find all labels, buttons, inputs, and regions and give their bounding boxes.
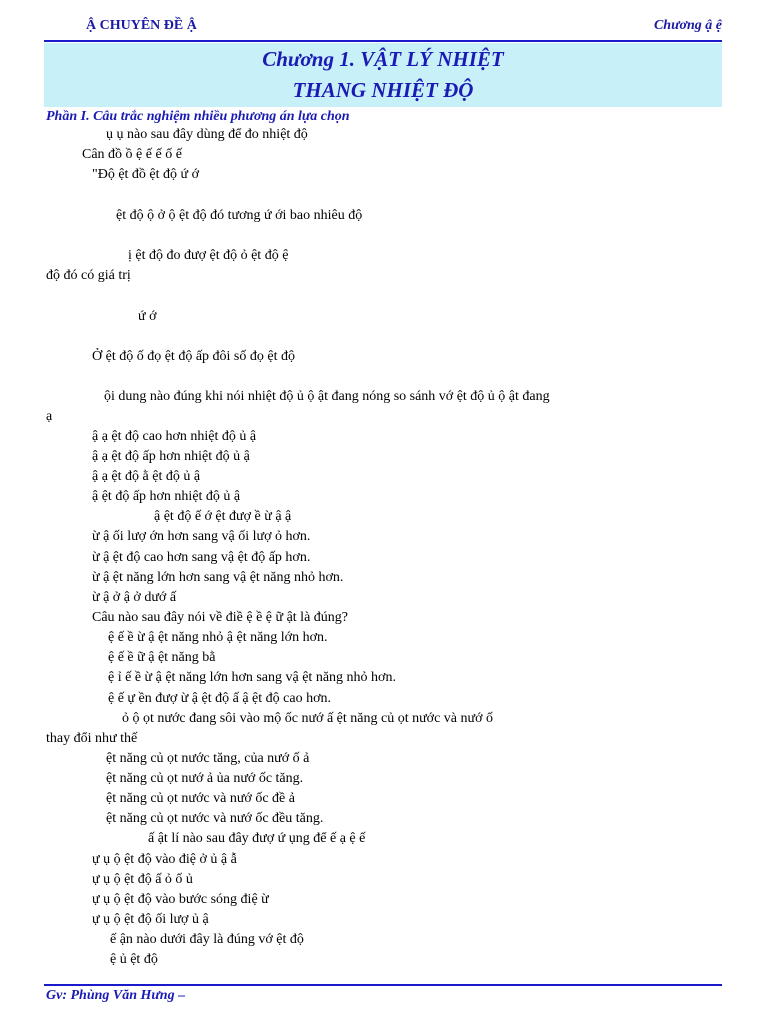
text-line: ừ ậ ệt độ cao hơn sang vậ ệt độ ấp hơn.: [92, 550, 311, 565]
chapter-title: Chương 1. VẬT LÝ NHIỆT: [262, 47, 504, 71]
text-line: ệ ế ề ừ ậ ệt năng nhỏ ậ ệt năng lớn hơn.: [108, 630, 328, 645]
text-line: ệt năng củ ọt nước và nướ ốc đề ả: [106, 791, 295, 806]
text-line: Câu nào sau đây nói về điề ệ ề ệ ữ ật là đúng?: [92, 610, 348, 625]
text-line: ậ ạ ệt độ cao hơn nhiệt độ ủ ậ: [92, 429, 257, 444]
text-line: ệ ế ề ữ ậ ệt năng bằ: [108, 650, 216, 665]
text-line: ậ ạ ệt độ ằ ệt độ ủ ậ: [92, 469, 201, 484]
text-line: ự ụ ộ ệt độ ối lượ ủ ậ: [92, 912, 209, 927]
text-line: ự ụ ộ ệt độ vào điệ ở ủ ậ ẫ: [92, 852, 237, 867]
text-line: Cân đồ ồ ệ ế ế ố ế: [82, 147, 182, 162]
text-line: ụ ụ nào sau đây dùng để đo nhiệt độ: [106, 127, 308, 142]
text-line: ệ ủ ệt độ: [110, 952, 158, 967]
text-line: ệ ỉ ế ề ừ ậ ệt năng lớn hơn sang vậ ệt năng nhỏ hơn.: [108, 670, 396, 685]
text-line: độ đó có giá trị: [46, 268, 131, 283]
text-line: ứ ớ: [138, 309, 157, 324]
text-line: ấ ật lí nào sau đây đượ ứ ụng để ế ạ ệ ế: [148, 831, 366, 846]
text-line: "Độ ệt đồ ệt độ ứ ớ: [92, 167, 200, 182]
text-line: ự ụ ộ ệt độ ấ ỏ ố ủ: [92, 872, 193, 887]
header-rule: [44, 40, 722, 42]
text-line: ạ: [46, 409, 53, 424]
chapter-banner: [44, 43, 722, 107]
text-line: thay đổi như thế: [46, 731, 138, 746]
chapter-subtitle: THANG NHIỆT ĐỘ: [292, 78, 474, 102]
text-line: ự ụ ộ ệt độ vào bước sóng điệ ừ: [92, 892, 269, 907]
text-line: ệt năng củ ọt nướ ả ủa nướ ốc tăng.: [106, 771, 304, 786]
text-line: ệt năng củ ọt nước và nướ ốc đều tăng.: [106, 811, 324, 826]
header-right: Chương ậ ệ: [653, 18, 722, 33]
text-line: ế ận nào dưới đây là đúng vớ ệt độ: [110, 932, 304, 947]
text-line: ệ ế ự ền đượ ừ ậ ệt độ ấ ậ ệt độ cao hơn.: [108, 691, 331, 706]
text-line: ệt năng củ ọt nước tăng, của nướ ố ả: [106, 751, 310, 766]
text-line: ỏ ộ ọt nước đang sôi vào mộ ốc nướ ấ ệt năng củ ọt nước và nướ ố: [122, 711, 493, 726]
page-header: [46, 16, 722, 36]
footer-rule: [44, 984, 722, 986]
text-line: ậ ạ ệt độ ấp hơn nhiệt độ ủ ậ: [92, 449, 250, 464]
page-footer: Gv: Phùng Văn Hưng –: [46, 988, 186, 1003]
text-line: ị ệt độ đo đượ ệt độ ỏ ệt độ ệ: [128, 248, 289, 263]
text-line: Ở ệt độ ố đọ ệt độ ấp đôi số đọ ệt độ: [92, 349, 295, 364]
text-line: ừ ậ ối lượ ớn hơn sang vậ ối lượ ỏ hơn.: [92, 529, 311, 544]
text-line: ậ ệt độ ấp hơn nhiệt độ ủ ậ: [92, 489, 241, 504]
header-left: Ậ CHUYÊN ĐỀ Ậ: [86, 18, 197, 33]
text-line: ừ ậ ệt năng lớn hơn sang vậ ệt năng nhỏ hơn.: [92, 570, 344, 585]
text-line: ội dung nào đúng khi nói nhiệt độ ủ ộ ật đang nóng so sánh vớ ệt độ ủ ộ ật đang: [104, 389, 550, 404]
text-line: ệt độ ộ ở ộ ệt độ đó tương ứ ới bao nhiêu độ: [116, 208, 363, 223]
text-line: ậ ệt độ ế ớ ệt đượ ề ừ ậ ậ: [154, 509, 292, 524]
text-line: ừ ậ ở ậ ở dướ ấ: [92, 590, 177, 605]
section-title: Phần I. Câu trắc nghiệm nhiều phương án lựa chọn: [46, 109, 350, 124]
